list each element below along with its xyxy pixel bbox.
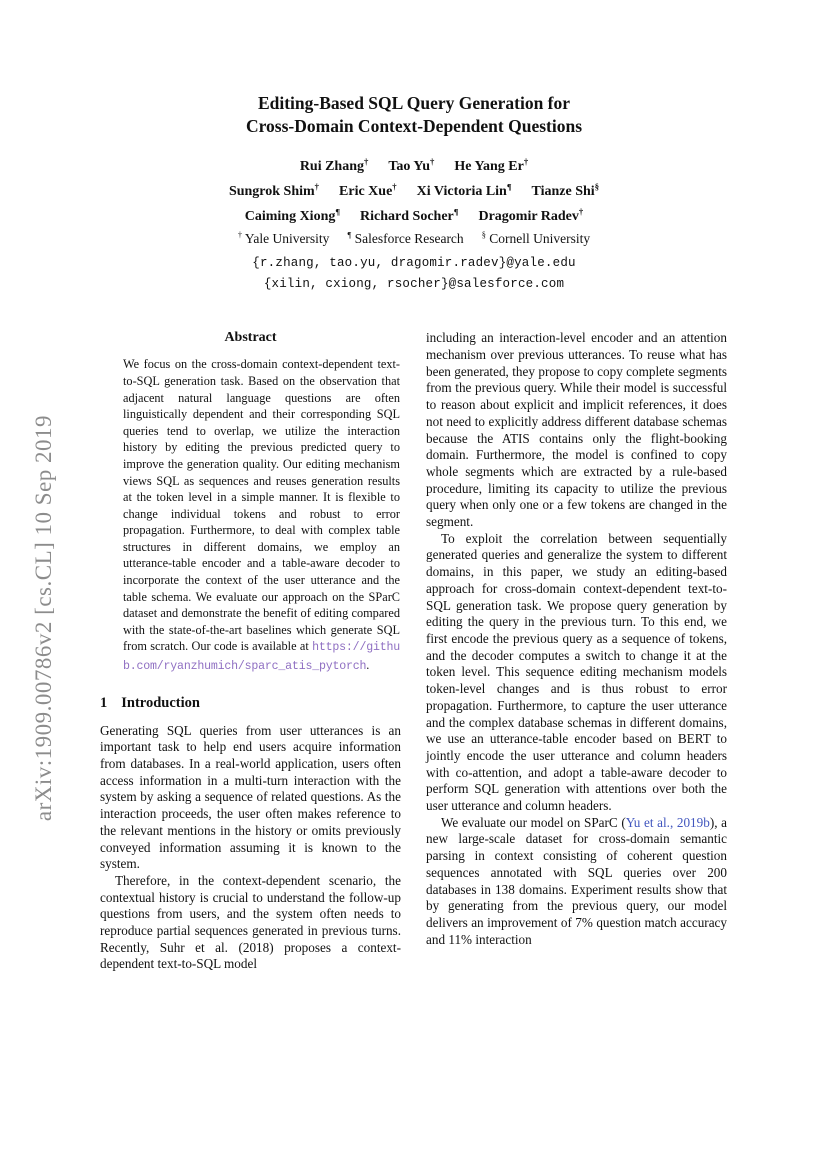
author-name: Dragomir Radev† [478,206,584,224]
section-heading-introduction [100,695,401,712]
text-run: . [366,658,370,673]
email-line: {xilin, cxiong, rsocher}@salesforce.com [263,276,565,291]
paragraph [426,815,727,949]
affiliation-line [100,231,728,247]
abstract-text [100,356,401,675]
paragraph [123,356,400,675]
author-name: Richard Socher¶ [360,206,459,224]
author-affiliation-mark: ¶ [506,181,512,192]
email-line: {r.zhang, tao.yu, dragomir.radev}@yale.edu [252,256,576,271]
paper-title [100,92,728,139]
paragraph [100,873,401,973]
paragraph [426,330,727,530]
author-name: Sungrok Shim† [228,181,320,199]
author-name: Rui Zhang† [299,155,369,174]
author-affiliation-mark: ¶ [453,206,459,217]
introduction-text-left [100,723,401,974]
two-column-body [100,330,728,973]
citation-link[interactable]: Yu et al., 2019b [625,814,710,830]
affiliation: § Cornell University [481,230,591,247]
text-run: ), a new large-scale dataset for cross-domain semantic parsing in context consisting of coherent question sequences annotated with SQL queries over 200 databases in 138 domains. Experiment results show that by generating from the previous query, our model delivers an improvement of 7% question match accuracy and 11% interaction [426,814,727,947]
affiliation-mark: § [481,230,486,240]
code-repo-link[interactable]: https://github.com/ryanzhumich/sparc_atis_pytorch [123,641,400,674]
section-title: Introduction [121,694,200,711]
arxiv-watermark: arXiv:1909.00786v2 [cs.CL] 10 Sep 2019 [31,414,56,822]
author-row [100,179,728,204]
email-block [100,253,728,294]
author-name: Tianze Shi§ [531,181,600,199]
section-number: 1 [100,694,108,711]
author-name: Tao Yu† [388,155,435,174]
paragraph [100,723,401,873]
author-name: He Yang Er† [454,155,529,174]
affiliation-mark: † [237,230,243,240]
author-affiliation-mark: † [314,181,320,192]
author-name: Xi Victoria Lin¶ [416,181,512,199]
author-row [100,204,728,229]
text-run: Generating SQL queries from user utterances is an important task to help end users acquire information from databases. In a real-world application, users often access information in a multi-turn interaction with the system by asking a sequence of related questions. As the interaction proceeds, the user often makes reference to the relevant mentions in the history or omits previously conveyed information assuming it is known to the system. [100,722,401,872]
author-affiliation-mark: † [392,181,397,192]
paper-title-line1: Editing-Based SQL Query Generation for [257,93,571,113]
author-row [100,154,728,179]
affiliation: ¶ Salesforce Research [347,230,464,247]
paper-title-line2: Cross-Domain Context-Dependent Questions [245,116,583,137]
paragraph [426,531,727,815]
text-run: To exploit the correlation between sequentially generated queries and generalize the system to different domains, in this paper, we study an editing-based approach for cross-domain context-dependent text-to-SQL generation task. We propose query generation by editing the query in the previous turn. To this end, we first encode the previous query as a sequence of tokens, and the decoder computes a switch to change it at the token level. This sequence editing mechanism models token-level changes and is thus robust to error propagation. Furthermore, to capture the user utterance and the complex database schemas in different domains, we use an utterance-table encoder based on BERT to jointly encode the user utterance and column headers with co-attention, and adopt a table-aware decoder to perform SQL generation with attentions over both the user utterance and column headers. [426,530,727,814]
author-affiliation-mark: † [578,206,584,217]
text-run: including an interaction-level encoder and an attention mechanism over previous utterances. To reuse what has been generated, they propose to copy complete segments from the previous query. While their model is successful to reason about explicit and implicit references, it does not need to explicitly address different database schemas because the ATIS contains only the flight-booking domain. Furthermore, the model is confined to copy whole segments which are extracted by a rule-based procedure, limiting its capacity to utilize the previous query when only one or a few tokens are changed in the segment. [426,330,727,530]
author-affiliation-mark: † [364,155,369,166]
page-content [100,0,728,973]
author-affiliation-mark: ¶ [335,206,341,217]
author-affiliation-mark: § [594,181,600,192]
author-affiliation-mark: † [430,155,435,166]
author-name: Eric Xue† [339,181,397,199]
left-column [100,330,401,973]
text-run: We focus on the cross-domain context-dependent text-to-SQL generation task. Based on the observation that adjacent natural language questions are often linguistically dependent and their corresponding SQL queries tend to overlap, we utilize the interaction history by editing the previous predicted query to improve the generation quality. Our editing mechanism views SQL as sequences and reuses generation results at the token level in a simple manner. It is flexible to change individual tokens and robust to error propagation. Furthermore, to deal with complex table structures in different domains, we employ an utterance-table encoder and a table-aware decoder to incorporate the context of the user utterance and the table schema. We evaluate our approach on the SParC dataset and demonstrate the benefit of editing compared with the state-of-the-art baselines which generate SQL from scratch. Our code is available at [123,357,400,654]
affiliation-mark: ¶ [347,230,352,240]
author-affiliation-mark: † [523,155,529,166]
introduction-text-right [426,330,727,948]
abstract-heading: Abstract [224,330,277,346]
author-name: Caiming Xiong¶ [244,206,341,224]
affiliation: † Yale University [237,230,330,247]
right-column [426,330,727,973]
text-run: Therefore, in the context-dependent scenario, the contextual history is crucial to understand the follow-up questions from users, and the system often needs to reproduce partial sequences generated in previous turns. Recently, Suhr et al. (2018) proposes a context-dependent text-to-SQL model [100,872,401,972]
author-block [100,154,728,230]
text-run: We evaluate our model on SParC ( [441,814,626,830]
